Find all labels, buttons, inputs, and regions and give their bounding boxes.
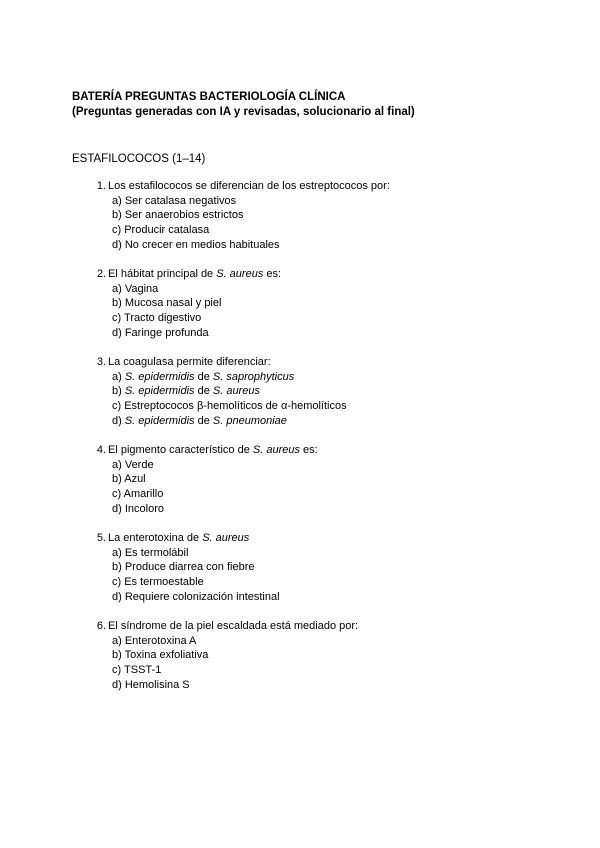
answer-option: [0, 311, 600, 326]
answer-option: [0, 296, 600, 311]
question-item: [0, 179, 600, 253]
question-item: [0, 619, 600, 693]
answer-option: [0, 208, 600, 223]
text-run: es:: [263, 268, 282, 280]
question-stem: [108, 267, 281, 282]
text-run: El síndrome de la piel escaldada está mediado por:: [108, 620, 359, 632]
italic-text: S. aureus: [252, 444, 300, 456]
answer-option: [0, 648, 600, 663]
text-run: c) Estreptococos β-hemolíticos de α-hemolíticos: [112, 400, 347, 413]
question-item: [0, 355, 600, 429]
question-item: [0, 443, 600, 517]
question-number: 3.: [96, 356, 106, 368]
answer-option: [0, 502, 600, 517]
text-run: b) Mucosa nasal y piel: [112, 297, 222, 310]
answer-option: [0, 282, 600, 297]
text-run: a) Verde: [112, 458, 154, 471]
answer-option: [0, 678, 600, 693]
question-number: 1.: [96, 180, 106, 192]
text-run: d): [112, 414, 125, 427]
text-run: Los estafilococos se diferencian de los estreptococos por:: [108, 180, 390, 192]
answer-option: [0, 399, 600, 414]
text-run: c) Producir catalasa: [112, 224, 210, 237]
text-run: La coagulasa permite diferenciar:: [108, 356, 271, 368]
answer-option: [0, 575, 600, 590]
text-run: a) Es termolábil: [112, 546, 189, 559]
section-heading: ESTAFILOCOCOS (1–14): [72, 153, 206, 165]
text-run: d) No crecer en medios habituales: [112, 238, 280, 251]
text-run: es:: [300, 444, 318, 456]
text-run: c) Es termoestable: [112, 576, 204, 589]
italic-text: S. aureus: [216, 268, 264, 280]
question-stem: [108, 619, 358, 634]
italic-text: S. epidermidis: [124, 370, 195, 383]
text-run: El pigmento característico de: [108, 444, 253, 456]
answer-option: [0, 414, 600, 429]
text-run: b) Azul: [112, 473, 146, 486]
question-number: 5.: [96, 532, 106, 544]
answer-option: [0, 238, 600, 253]
title-line-2: (Preguntas generadas con IA y revisadas, solucionario al final): [72, 106, 415, 118]
answer-option: [0, 326, 600, 341]
question-number: 6.: [96, 620, 106, 632]
italic-text: S. aureus: [212, 385, 260, 398]
answer-option: [0, 370, 600, 385]
italic-text: S. epidermidis: [124, 385, 195, 398]
italic-text: S. epidermidis: [124, 414, 195, 427]
text-run: a): [112, 370, 125, 383]
text-run: b) Produce diarrea con fiebre: [112, 561, 255, 574]
text-run: b) Ser anaerobios estrictos: [112, 209, 244, 222]
text-run: d) Faringe profunda: [112, 326, 209, 339]
question-stem: [108, 531, 249, 546]
question-list: [0, 179, 600, 707]
question-stem: [108, 355, 271, 370]
answer-option: [0, 634, 600, 649]
answer-option: [0, 487, 600, 502]
answer-option: [0, 458, 600, 473]
answer-option: [0, 663, 600, 678]
text-run: c) TSST-1: [112, 664, 162, 677]
italic-text: S. aureus: [202, 532, 250, 544]
answer-option: [0, 472, 600, 487]
answer-option: [0, 590, 600, 605]
text-run: d) Incoloro: [112, 502, 164, 515]
text-run: La enterotoxina de: [108, 532, 203, 544]
question-number: 2.: [96, 268, 106, 280]
text-run: b): [112, 385, 125, 398]
question-stem: [108, 179, 390, 194]
text-run: d) Hemolisina S: [112, 678, 190, 691]
text-run: de: [194, 385, 213, 398]
text-run: c) Tracto digestivo: [112, 312, 202, 325]
italic-text: S. pneumoniae: [212, 414, 287, 427]
answer-option: [0, 546, 600, 561]
answer-option: [0, 223, 600, 238]
answer-option: [0, 560, 600, 575]
text-run: de: [194, 414, 213, 427]
document-title: [72, 90, 415, 120]
text-run: a) Enterotoxina A: [112, 634, 197, 647]
answer-option: [0, 384, 600, 399]
title-line-1: BATERÍA PREGUNTAS BACTERIOLOGÍA CLÍNICA: [72, 91, 346, 103]
text-run: a) Ser catalasa negativos: [112, 194, 237, 207]
question-number: 4.: [96, 444, 106, 456]
text-run: b) Toxina exfoliativa: [112, 649, 209, 662]
italic-text: S. saprophyticus: [212, 370, 295, 383]
text-run: El hábitat principal de: [108, 268, 217, 280]
question-item: [0, 267, 600, 341]
text-run: c) Amarillo: [112, 488, 164, 501]
text-run: a) Vagina: [112, 282, 159, 295]
question-item: [0, 531, 600, 605]
question-stem: [108, 443, 318, 458]
answer-option: [0, 194, 600, 209]
text-run: d) Requiere colonización intestinal: [112, 590, 280, 603]
text-run: de: [194, 370, 213, 383]
